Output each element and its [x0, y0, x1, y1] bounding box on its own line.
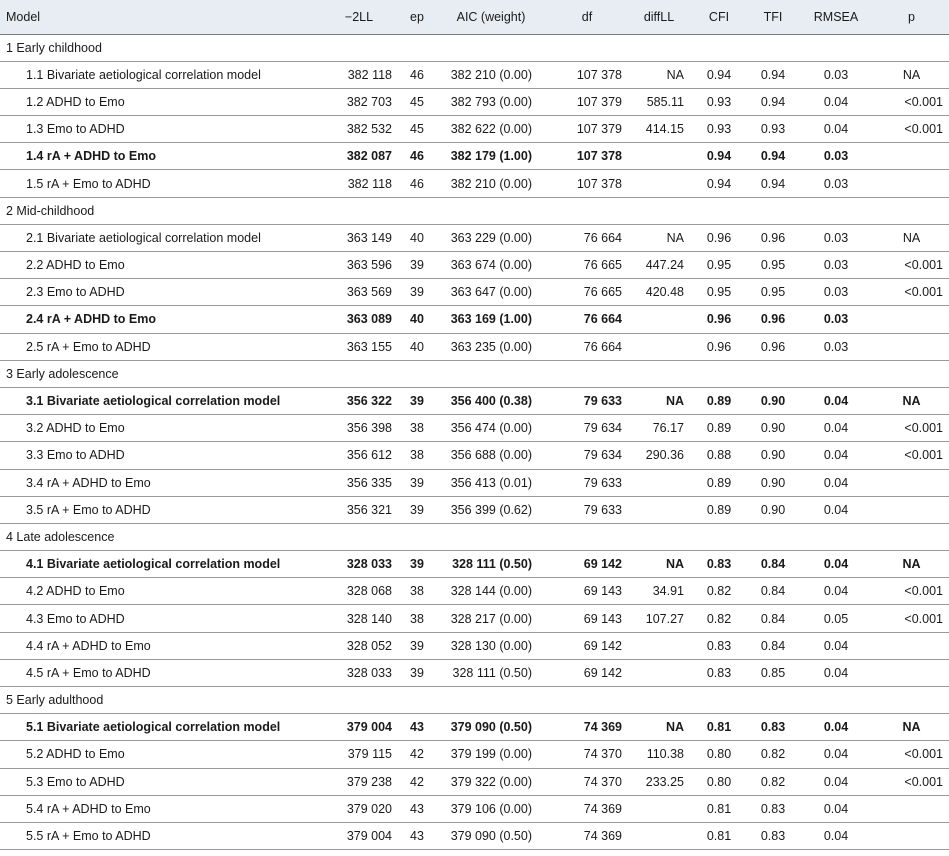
cell-aic: 379 322 (0.00)	[436, 768, 546, 795]
cell-model: 4.1 Bivariate aetiological correlation model	[0, 551, 320, 578]
table-row	[0, 252, 949, 279]
cell-aic: 356 688 (0.00)	[436, 442, 546, 469]
table-row	[0, 116, 949, 143]
cell-ll: 356 398	[320, 415, 398, 442]
cell-p: <0.001	[874, 442, 949, 469]
cell-cfi: 0.83	[690, 659, 748, 686]
table-row	[0, 551, 949, 578]
cell-model: 2.2 ADHD to Emo	[0, 252, 320, 279]
cell-ep: 46	[398, 143, 436, 170]
cell-ep: 46	[398, 170, 436, 197]
cell-ll: 356 321	[320, 496, 398, 523]
cell-df: 79 634	[546, 415, 628, 442]
cell-diffll: NA	[628, 551, 690, 578]
table-row	[0, 224, 949, 251]
cell-model: 4.4 rA + ADHD to Emo	[0, 632, 320, 659]
cell-rmsea: 0.03	[798, 61, 874, 88]
cell-ll: 328 033	[320, 551, 398, 578]
section-title: 4 Late adolescence	[0, 523, 949, 550]
cell-model: 1.4 rA + ADHD to Emo	[0, 143, 320, 170]
cell-ll: 363 149	[320, 224, 398, 251]
cell-p	[874, 496, 949, 523]
cell-ep: 46	[398, 61, 436, 88]
cell-ll: 379 115	[320, 741, 398, 768]
cell-aic: 328 111 (0.50)	[436, 659, 546, 686]
cell-df: 76 664	[546, 306, 628, 333]
cell-rmsea: 0.04	[798, 387, 874, 414]
cell-p	[874, 822, 949, 849]
cell-diffll: 107.27	[628, 605, 690, 632]
cell-ep: 39	[398, 659, 436, 686]
table-row	[0, 795, 949, 822]
cell-model: 4.5 rA + Emo to ADHD	[0, 659, 320, 686]
cell-cfi: 0.80	[690, 768, 748, 795]
cell-tfi: 0.90	[748, 496, 798, 523]
cell-aic: 328 130 (0.00)	[436, 632, 546, 659]
cell-ep: 39	[398, 496, 436, 523]
cell-ep: 39	[398, 632, 436, 659]
cell-rmsea: 0.04	[798, 442, 874, 469]
cell-ll: 363 089	[320, 306, 398, 333]
cell-aic: 382 793 (0.00)	[436, 88, 546, 115]
cell-tfi: 0.83	[748, 795, 798, 822]
header-ll: −2LL	[320, 0, 398, 34]
cell-tfi: 0.90	[748, 415, 798, 442]
cell-model: 2.5 rA + Emo to ADHD	[0, 333, 320, 360]
cell-p	[874, 632, 949, 659]
cell-model: 3.2 ADHD to Emo	[0, 415, 320, 442]
cell-diffll	[628, 170, 690, 197]
cell-df: 74 370	[546, 741, 628, 768]
section-header-row	[0, 360, 949, 387]
cell-ll: 328 140	[320, 605, 398, 632]
header-row	[0, 0, 949, 34]
cell-rmsea: 0.04	[798, 741, 874, 768]
cell-df: 76 664	[546, 333, 628, 360]
cell-ll: 356 335	[320, 469, 398, 496]
cell-aic: 363 674 (0.00)	[436, 252, 546, 279]
cell-p	[874, 306, 949, 333]
cell-p: NA	[874, 224, 949, 251]
cell-ll: 328 052	[320, 632, 398, 659]
cell-rmsea: 0.04	[798, 496, 874, 523]
cell-df: 79 633	[546, 496, 628, 523]
cell-tfi: 0.84	[748, 551, 798, 578]
cell-tfi: 0.95	[748, 252, 798, 279]
cell-diffll	[628, 659, 690, 686]
cell-aic: 356 400 (0.38)	[436, 387, 546, 414]
cell-model: 3.5 rA + Emo to ADHD	[0, 496, 320, 523]
cell-df: 107 378	[546, 143, 628, 170]
cell-aic: 328 144 (0.00)	[436, 578, 546, 605]
cell-ep: 42	[398, 741, 436, 768]
cell-model: 1.5 rA + Emo to ADHD	[0, 170, 320, 197]
cell-model: 5.2 ADHD to Emo	[0, 741, 320, 768]
cell-model: 4.3 Emo to ADHD	[0, 605, 320, 632]
cell-model: 5.3 Emo to ADHD	[0, 768, 320, 795]
table-row	[0, 768, 949, 795]
cell-diffll: NA	[628, 224, 690, 251]
table-row	[0, 333, 949, 360]
section-title: 1 Early childhood	[0, 34, 949, 61]
cell-ep: 39	[398, 387, 436, 414]
cell-ll: 328 033	[320, 659, 398, 686]
table-row	[0, 822, 949, 849]
cell-diffll	[628, 333, 690, 360]
table-body	[0, 34, 949, 850]
cell-aic: 328 217 (0.00)	[436, 605, 546, 632]
cell-p: <0.001	[874, 578, 949, 605]
cell-aic: 363 235 (0.00)	[436, 333, 546, 360]
cell-rmsea: 0.04	[798, 551, 874, 578]
cell-model: 2.4 rA + ADHD to Emo	[0, 306, 320, 333]
cell-diffll	[628, 822, 690, 849]
cell-diffll	[628, 496, 690, 523]
cell-rmsea: 0.04	[798, 632, 874, 659]
cell-aic: 379 090 (0.50)	[436, 714, 546, 741]
cell-tfi: 0.84	[748, 578, 798, 605]
cell-ep: 43	[398, 795, 436, 822]
section-header-row	[0, 687, 949, 714]
cell-aic: 382 179 (1.00)	[436, 143, 546, 170]
cell-df: 107 379	[546, 88, 628, 115]
table-row	[0, 496, 949, 523]
cell-rmsea: 0.04	[798, 659, 874, 686]
section-title: 5 Early adulthood	[0, 687, 949, 714]
cell-ll: 379 004	[320, 822, 398, 849]
cell-aic: 379 199 (0.00)	[436, 741, 546, 768]
section-header-row	[0, 523, 949, 550]
cell-df: 74 369	[546, 795, 628, 822]
cell-aic: 363 229 (0.00)	[436, 224, 546, 251]
cell-df: 69 142	[546, 551, 628, 578]
table-row	[0, 143, 949, 170]
cell-df: 69 142	[546, 659, 628, 686]
cell-p: <0.001	[874, 768, 949, 795]
cell-rmsea: 0.04	[798, 768, 874, 795]
cell-ep: 40	[398, 224, 436, 251]
cell-ll: 382 118	[320, 61, 398, 88]
table-row	[0, 61, 949, 88]
cell-diffll: NA	[628, 714, 690, 741]
cell-diffll: 76.17	[628, 415, 690, 442]
cell-ep: 45	[398, 116, 436, 143]
cell-ll: 356 322	[320, 387, 398, 414]
cell-aic: 356 474 (0.00)	[436, 415, 546, 442]
table-row	[0, 442, 949, 469]
cell-cfi: 0.94	[690, 143, 748, 170]
cell-df: 74 369	[546, 822, 628, 849]
cell-model: 2.3 Emo to ADHD	[0, 279, 320, 306]
section-header-row	[0, 197, 949, 224]
cell-p: NA	[874, 387, 949, 414]
cell-model: 5.1 Bivariate aetiological correlation model	[0, 714, 320, 741]
cell-tfi: 0.83	[748, 822, 798, 849]
cell-diffll: 414.15	[628, 116, 690, 143]
section-title: 3 Early adolescence	[0, 360, 949, 387]
cell-df: 107 378	[546, 61, 628, 88]
cell-rmsea: 0.03	[798, 279, 874, 306]
cell-model: 5.4 rA + ADHD to Emo	[0, 795, 320, 822]
cell-ep: 45	[398, 88, 436, 115]
cell-ll: 382 703	[320, 88, 398, 115]
header-tfi: TFI	[748, 0, 798, 34]
cell-tfi: 0.84	[748, 605, 798, 632]
cell-p: <0.001	[874, 605, 949, 632]
header-ep: ep	[398, 0, 436, 34]
cell-diffll	[628, 306, 690, 333]
table-row	[0, 741, 949, 768]
cell-ep: 38	[398, 442, 436, 469]
cell-aic: 363 169 (1.00)	[436, 306, 546, 333]
cell-ll: 382 087	[320, 143, 398, 170]
cell-tfi: 0.90	[748, 442, 798, 469]
cell-ep: 43	[398, 822, 436, 849]
cell-cfi: 0.89	[690, 415, 748, 442]
cell-df: 107 378	[546, 170, 628, 197]
section-header-row	[0, 34, 949, 61]
cell-ep: 43	[398, 714, 436, 741]
header-rmsea: RMSEA	[798, 0, 874, 34]
cell-cfi: 0.81	[690, 822, 748, 849]
cell-diffll: NA	[628, 61, 690, 88]
cell-model: 4.2 ADHD to Emo	[0, 578, 320, 605]
cell-cfi: 0.96	[690, 306, 748, 333]
cell-rmsea: 0.05	[798, 605, 874, 632]
cell-p: <0.001	[874, 88, 949, 115]
header-df: df	[546, 0, 628, 34]
cell-diffll: 233.25	[628, 768, 690, 795]
cell-diffll	[628, 795, 690, 822]
table-row	[0, 279, 949, 306]
cell-tfi: 0.94	[748, 143, 798, 170]
cell-ep: 38	[398, 578, 436, 605]
cell-df: 76 665	[546, 279, 628, 306]
cell-tfi: 0.93	[748, 116, 798, 143]
cell-aic: 382 210 (0.00)	[436, 170, 546, 197]
cell-rmsea: 0.03	[798, 333, 874, 360]
cell-diffll: 585.11	[628, 88, 690, 115]
cell-df: 107 379	[546, 116, 628, 143]
cell-aic: 356 413 (0.01)	[436, 469, 546, 496]
cell-cfi: 0.81	[690, 714, 748, 741]
cell-df: 79 634	[546, 442, 628, 469]
cell-p: NA	[874, 714, 949, 741]
cell-p: <0.001	[874, 415, 949, 442]
cell-tfi: 0.82	[748, 741, 798, 768]
cell-tfi: 0.94	[748, 61, 798, 88]
cell-tfi: 0.94	[748, 170, 798, 197]
cell-df: 79 633	[546, 387, 628, 414]
cell-cfi: 0.93	[690, 116, 748, 143]
cell-ll: 363 155	[320, 333, 398, 360]
cell-df: 69 142	[546, 632, 628, 659]
cell-tfi: 0.90	[748, 387, 798, 414]
cell-ep: 38	[398, 605, 436, 632]
cell-tfi: 0.96	[748, 306, 798, 333]
cell-model: 1.1 Bivariate aetiological correlation model	[0, 61, 320, 88]
cell-aic: 363 647 (0.00)	[436, 279, 546, 306]
cell-ep: 40	[398, 306, 436, 333]
cell-cfi: 0.89	[690, 469, 748, 496]
cell-rmsea: 0.03	[798, 224, 874, 251]
cell-diffll: 290.36	[628, 442, 690, 469]
cell-p: <0.001	[874, 279, 949, 306]
table-row	[0, 415, 949, 442]
cell-df: 74 370	[546, 768, 628, 795]
cell-model: 5.5 rA + Emo to ADHD	[0, 822, 320, 849]
cell-cfi: 0.96	[690, 224, 748, 251]
cell-df: 76 665	[546, 252, 628, 279]
cell-rmsea: 0.04	[798, 714, 874, 741]
cell-diffll	[628, 469, 690, 496]
cell-tfi: 0.85	[748, 659, 798, 686]
cell-model: 2.1 Bivariate aetiological correlation model	[0, 224, 320, 251]
cell-tfi: 0.94	[748, 88, 798, 115]
cell-cfi: 0.94	[690, 61, 748, 88]
cell-p: NA	[874, 551, 949, 578]
cell-cfi: 0.95	[690, 279, 748, 306]
header-model: Model	[0, 0, 320, 34]
cell-df: 79 633	[546, 469, 628, 496]
cell-cfi: 0.80	[690, 741, 748, 768]
cell-p	[874, 170, 949, 197]
cell-rmsea: 0.04	[798, 415, 874, 442]
cell-ll: 356 612	[320, 442, 398, 469]
cell-p: NA	[874, 61, 949, 88]
cell-diffll: 447.24	[628, 252, 690, 279]
cell-ep: 40	[398, 333, 436, 360]
cell-rmsea: 0.04	[798, 822, 874, 849]
cell-aic: 382 622 (0.00)	[436, 116, 546, 143]
cell-p	[874, 659, 949, 686]
table-row	[0, 469, 949, 496]
cell-cfi: 0.95	[690, 252, 748, 279]
cell-tfi: 0.96	[748, 333, 798, 360]
cell-aic: 356 399 (0.62)	[436, 496, 546, 523]
table-row	[0, 170, 949, 197]
cell-tfi: 0.84	[748, 632, 798, 659]
cell-ep: 39	[398, 252, 436, 279]
cell-aic: 382 210 (0.00)	[436, 61, 546, 88]
cell-p	[874, 795, 949, 822]
cell-rmsea: 0.03	[798, 170, 874, 197]
cell-model: 3.3 Emo to ADHD	[0, 442, 320, 469]
cell-ll: 382 118	[320, 170, 398, 197]
cell-rmsea: 0.04	[798, 88, 874, 115]
cell-ep: 39	[398, 551, 436, 578]
table-row	[0, 714, 949, 741]
cell-rmsea: 0.03	[798, 252, 874, 279]
cell-ll: 379 020	[320, 795, 398, 822]
cell-rmsea: 0.04	[798, 116, 874, 143]
cell-tfi: 0.82	[748, 768, 798, 795]
cell-ep: 39	[398, 469, 436, 496]
cell-rmsea: 0.04	[798, 578, 874, 605]
header-p: p	[874, 0, 949, 34]
cell-aic: 328 111 (0.50)	[436, 551, 546, 578]
cell-cfi: 0.94	[690, 170, 748, 197]
cell-p	[874, 469, 949, 496]
cell-aic: 379 106 (0.00)	[436, 795, 546, 822]
cell-rmsea: 0.04	[798, 795, 874, 822]
cell-diffll: NA	[628, 387, 690, 414]
cell-p	[874, 143, 949, 170]
header-aic: AIC (weight)	[436, 0, 546, 34]
cell-tfi: 0.90	[748, 469, 798, 496]
cell-model: 1.2 ADHD to Emo	[0, 88, 320, 115]
cell-diffll: 420.48	[628, 279, 690, 306]
cell-model: 3.4 rA + ADHD to Emo	[0, 469, 320, 496]
cell-p: <0.001	[874, 741, 949, 768]
cell-cfi: 0.82	[690, 605, 748, 632]
cell-p: <0.001	[874, 252, 949, 279]
cell-ll: 382 532	[320, 116, 398, 143]
cell-diffll	[628, 143, 690, 170]
cell-cfi: 0.89	[690, 496, 748, 523]
cell-model: 1.3 Emo to ADHD	[0, 116, 320, 143]
cell-ll: 363 569	[320, 279, 398, 306]
cell-cfi: 0.89	[690, 387, 748, 414]
table-row	[0, 387, 949, 414]
table-row	[0, 632, 949, 659]
cell-df: 69 143	[546, 605, 628, 632]
cell-ep: 42	[398, 768, 436, 795]
cell-ll: 363 596	[320, 252, 398, 279]
cell-ep: 38	[398, 415, 436, 442]
cell-p	[874, 333, 949, 360]
table-row	[0, 659, 949, 686]
cell-ll: 379 004	[320, 714, 398, 741]
cell-cfi: 0.82	[690, 578, 748, 605]
cell-diffll: 34.91	[628, 578, 690, 605]
cell-df: 74 369	[546, 714, 628, 741]
cell-cfi: 0.81	[690, 795, 748, 822]
cell-aic: 379 090 (0.50)	[436, 822, 546, 849]
cell-model: 3.1 Bivariate aetiological correlation model	[0, 387, 320, 414]
table-row	[0, 578, 949, 605]
cell-diffll	[628, 632, 690, 659]
cell-rmsea: 0.04	[798, 469, 874, 496]
cell-df: 69 143	[546, 578, 628, 605]
cell-cfi: 0.83	[690, 632, 748, 659]
header-cfi: CFI	[690, 0, 748, 34]
cell-ll: 379 238	[320, 768, 398, 795]
cell-p: <0.001	[874, 116, 949, 143]
cell-cfi: 0.88	[690, 442, 748, 469]
cell-df: 76 664	[546, 224, 628, 251]
cell-cfi: 0.96	[690, 333, 748, 360]
cell-rmsea: 0.03	[798, 306, 874, 333]
cell-cfi: 0.83	[690, 551, 748, 578]
section-title: 2 Mid-childhood	[0, 197, 949, 224]
cell-ep: 39	[398, 279, 436, 306]
cell-ll: 328 068	[320, 578, 398, 605]
cell-diffll: 110.38	[628, 741, 690, 768]
table-row	[0, 88, 949, 115]
cell-tfi: 0.96	[748, 224, 798, 251]
table-row	[0, 605, 949, 632]
cell-cfi: 0.93	[690, 88, 748, 115]
cell-rmsea: 0.03	[798, 143, 874, 170]
cell-tfi: 0.83	[748, 714, 798, 741]
cell-tfi: 0.95	[748, 279, 798, 306]
table-row	[0, 306, 949, 333]
header-diffll: diffLL	[628, 0, 690, 34]
